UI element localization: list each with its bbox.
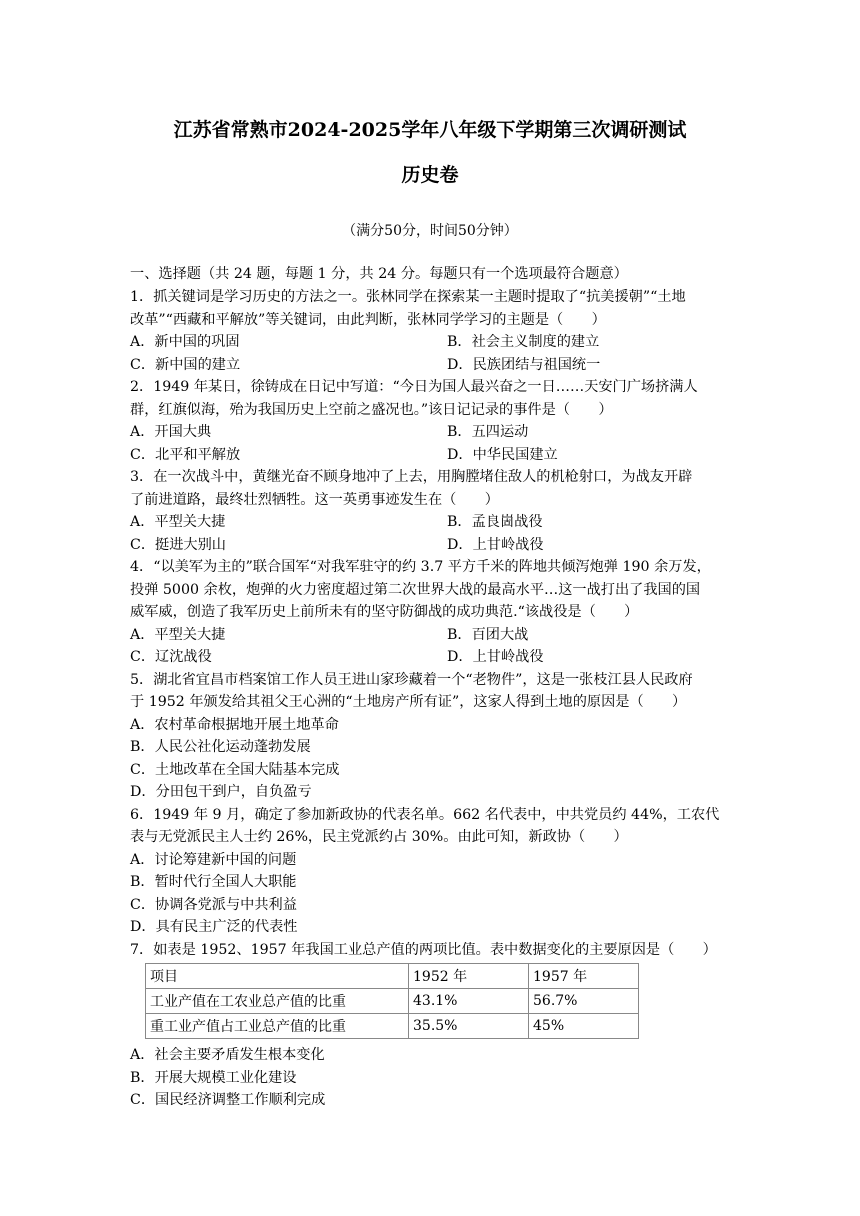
q5-option-d: D．分田包干到户，自负盈亏	[130, 784, 312, 800]
q5-stem-line1: 5．湖北省宜昌市档案馆工作人员王进山家珍藏着一个“老物件”，这是一张枝江县人民政府	[130, 672, 693, 688]
q4-option-c: C．辽沈战役	[130, 649, 212, 665]
q2-option-a: A．开国大典	[130, 424, 212, 440]
q3-option-d: D．上甘岭战役	[447, 537, 544, 553]
q1-stem-line1: 1．抓关键词是学习历史的方法之一。张林同学在探索某一主题时提取了“抗美援朝”“土地	[130, 289, 686, 305]
q4-stem-line1: 4．“以美军为主的”联合国军“对我军驻守的约 3.7 平方千米的阵地共倾泻炮弹 190 余万发，	[130, 559, 711, 575]
q3-option-c: C．挺进大别山	[130, 537, 226, 553]
q4-option-b: B．百团大战	[447, 627, 529, 643]
q6-stem-line1: 6．1949 年 9 月，确定了参加新政协的代表名单。662 名代表中，中共党员约 44%，工农代	[130, 807, 720, 823]
table-header-cell: 项目	[146, 964, 409, 989]
q6-option-a: A．讨论筹建新中国的问题	[130, 852, 297, 868]
table-row	[146, 989, 639, 1014]
q1-option-a: A．新中国的巩固	[130, 334, 240, 350]
q7-option-b: B．开展大规模工业化建设	[130, 1070, 297, 1086]
q7-option-a: A．社会主要矛盾发生根本变化	[130, 1047, 325, 1063]
q2-option-d: D．中华民国建立	[447, 447, 558, 463]
q5-option-c: C．土地改革在全国大陆基本完成	[130, 762, 340, 778]
table-cell: 56.7%	[529, 989, 639, 1014]
table-cell: 工业产值在工农业总产值的比重	[146, 989, 409, 1014]
exam-title: 江苏省常熟市2024-2025学年八年级下学期第三次调研测试	[173, 119, 687, 141]
q3-option-b: B．孟良崮战役	[447, 514, 543, 530]
table-cell: 45%	[529, 1014, 639, 1039]
q3-stem-line1: 3．在一次战斗中，黄继光奋不顾身地冲了上去，用胸膛堵住敌人的机枪射口，为战友开辟	[130, 469, 693, 485]
q6-stem-line2: 表与无党派民主人士约 26%，民主党派约占 30%。由此可知，新政协（ ）	[130, 829, 628, 845]
q4-option-a: A．平型关大捷	[130, 627, 226, 643]
table-cell: 35.5%	[409, 1014, 529, 1039]
q4-option-d: D．上甘岭战役	[447, 649, 544, 665]
q2-option-c: C．北平和平解放	[130, 447, 241, 463]
q1-option-c: C．新中国的建立	[130, 357, 241, 373]
q4-stem-line3: 威军威，创造了我军历史上前所未有的坚守防御战的成功典范.“该战役是（ ）	[130, 604, 639, 620]
q7-data-table	[145, 963, 639, 1039]
q6-option-b: B．暂时代行全国人大职能	[130, 874, 297, 890]
table-header-cell: 1957 年	[529, 964, 639, 989]
q3-option-a: A．平型关大捷	[130, 514, 226, 530]
q2-stem-line1: 2．1949 年某日，徐铸成在日记中写道：“今日为国人最兴奋之一日……天安门广场挤满人	[130, 379, 698, 395]
exam-subtitle: 历史卷	[401, 164, 459, 186]
q2-option-b: B．五四运动	[447, 424, 529, 440]
table-header-row	[146, 964, 639, 989]
exam-info: （满分50分，时间50分钟）	[342, 223, 518, 239]
q1-stem-line2: 改革”“西藏和平解放”等关键词，由此判断，张林同学学习的主题是（ ）	[130, 312, 606, 328]
q3-stem-line2: 了前进道路，最终壮烈牺牲。这一英勇事迹发生在（ ）	[130, 492, 499, 508]
table-cell: 重工业产值占工业总产值的比重	[146, 1014, 409, 1039]
q4-stem-line2: 投弹 5000 余枚，炮弹的火力密度超过第二次世界大战的最高水平…这一战打出了我国的国	[130, 582, 701, 598]
q7-option-c: C．国民经济调整工作顺利完成	[130, 1092, 326, 1108]
q1-option-b: B．社会主义制度的建立	[447, 334, 600, 350]
q2-stem-line2: 群，红旗似海，殆为我国历史上空前之盛况也。”该日记记录的事件是（ ）	[130, 402, 613, 418]
q5-stem-line2: 于 1952 年颁发给其祖父王心洲的“土地房产所有证”，这家人得到土地的原因是（ ）	[130, 694, 687, 710]
section-heading: 一、选择题（共 24 题，每题 1 分，共 24 分。每题只有一个选项最符合题意）	[130, 266, 628, 282]
q6-option-d: D．具有民主广泛的代表性	[130, 919, 298, 935]
q5-option-b: B．人民公社化运动蓬勃发展	[130, 739, 311, 755]
q5-option-a: A．农村革命根据地开展土地革命	[130, 717, 339, 733]
q1-option-d: D．民族团结与祖国统一	[447, 357, 601, 373]
q6-option-c: C．协调各党派与中共利益	[130, 897, 297, 913]
q7-stem: 7．如表是 1952、1957 年我国工业总产值的两项比值。表中数据变化的主要原因是（ ）	[130, 942, 717, 958]
table-row	[146, 1014, 639, 1039]
table-header-cell: 1952 年	[409, 964, 529, 989]
table-cell: 43.1%	[409, 989, 529, 1014]
